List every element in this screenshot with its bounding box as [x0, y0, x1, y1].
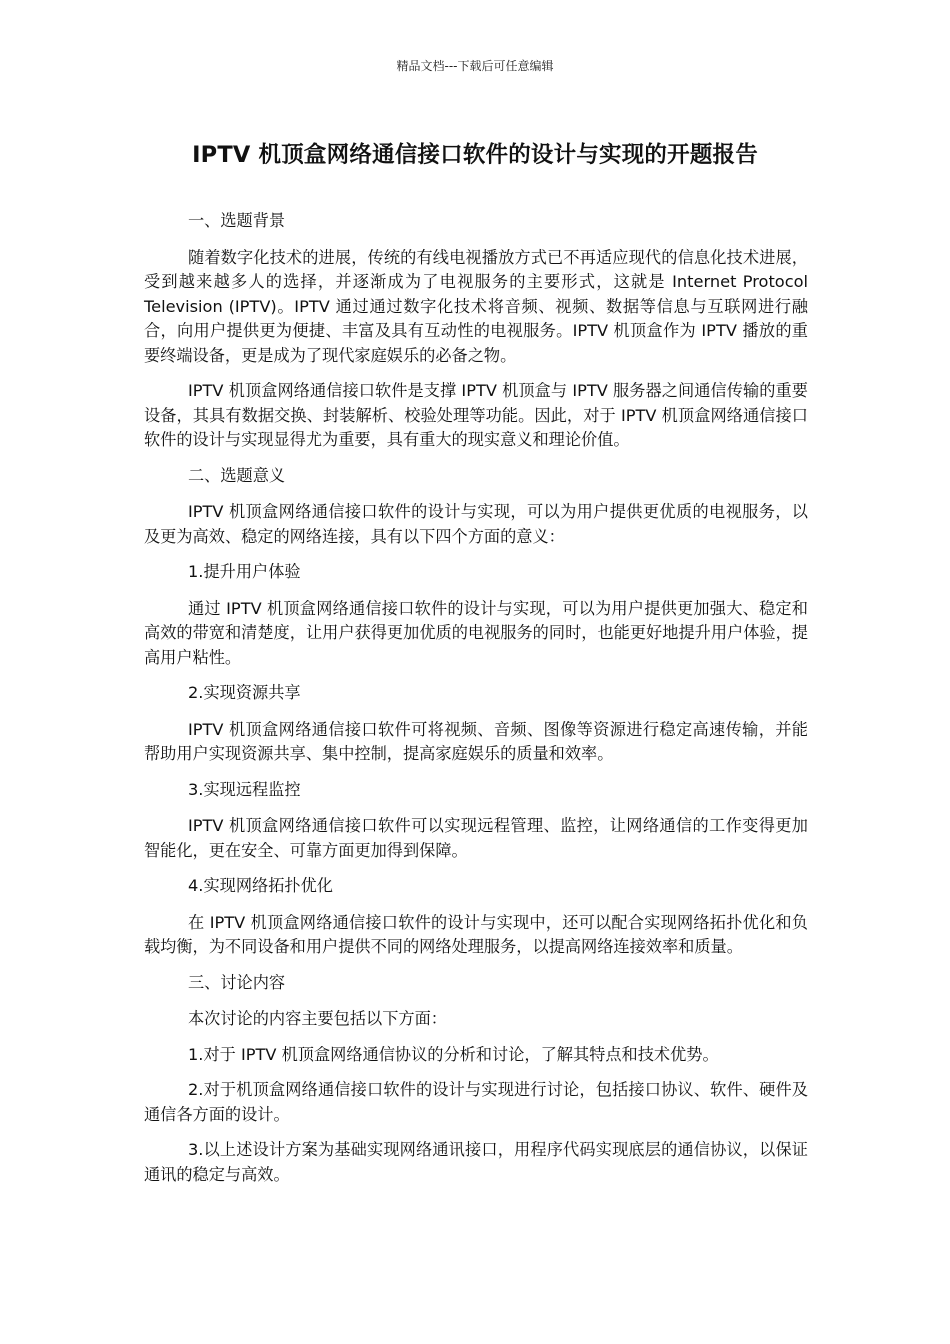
paragraph-discussion-intro: 本次讨论的内容主要包括以下方面： [188, 1009, 447, 1028]
paragraph-resource-sharing: IPTV 机顶盒网络通信接口软件可将视频、音频、图像等资源进行稳定高速传输，并能帮助用户实现资源共享、集中控制，提高家庭娱乐的质量和效率。 [144, 719, 808, 763]
paragraph-topology-optimization: 在 IPTV 机顶盒网络通信接口软件的设计与实现中，还可以配合实现网络拓扑优化和负载均衡，为不同设备和用户提供不同的网络处理服务，以提高网络连接效率和质量。 [144, 912, 808, 956]
list-item-discussion-3: 3.以上述设计方案为基础实现网络通讯接口，用程序代码实现底层的通信协议，以保证通讯的稳定与高效。 [144, 1140, 808, 1184]
paragraph-significance-intro: IPTV 机顶盒网络通信接口软件的设计与实现，可以为用户提供更优质的电视服务，以及更为高效、稳定的网络连接，具有以下四个方面的意义： [144, 502, 808, 546]
list-item-discussion-1: 1.对于 IPTV 机顶盒网络通信协议的分析和讨论，了解其特点和技术优势。 [188, 1044, 719, 1064]
subheading-remote-monitoring: 3.实现远程监控 [188, 779, 301, 799]
paragraph-background-1: 随着数字化技术的进展，传统的有线电视播放方式已不再适应现代的信息化技术进展，受到越来越多人的选择，并逐渐成为了电视服务的主要形式，这就是 Internet Protocol Television (IPTV)。IPTV 通过通过数字化技术将音频、视频、数据等信息与互联网进行融合，向用户提供更为便捷、丰富及具有互动性的电视服务。IPTV 机顶盒作为 IPTV 播放的重要终端设备，更是成为了现代家庭娱乐的必备之物。 [144, 247, 808, 365]
subheading-user-experience: 1.提升用户体验 [188, 562, 301, 581]
section-heading-significance: 二、选题意义 [188, 465, 286, 485]
section-heading-discussion: 三、讨论内容 [188, 972, 286, 992]
section-heading-background: 一、选题背景 [188, 211, 286, 230]
paragraph-user-experience: 通过 IPTV 机顶盒网络通信接口软件的设计与实现，可以为用户提供更加强大、稳定和高效的带宽和清楚度，让用户获得更加优质的电视服务的同时，也能更好地提升用户体验，提高用户粘性。 [144, 598, 808, 667]
subheading-topology-optimization: 4.实现网络拓扑优化 [188, 876, 333, 895]
document-body [144, 209, 808, 1198]
paragraph-background-2: IPTV 机顶盒网络通信接口软件是支撑 IPTV 机顶盒与 IPTV 服务器之间通信传输的重要设备，其具有数据交换、封装解析、校验处理等功能。因此，对于 IPTV 机顶盒网络通信接口软件的设计与实现显得尤为重要，具有重大的现实意义和理论价值。 [144, 381, 808, 449]
page-header-note: 精品文档---下载后可任意编辑 [396, 59, 554, 73]
list-item-discussion-2: 2.对于机顶盒网络通信接口软件的设计与实现进行讨论，包括接口协议、软件、硬件及通信各方面的设计。 [144, 1080, 808, 1124]
document-title: IPTV 机顶盒网络通信接口软件的设计与实现的开题报告 [192, 142, 758, 168]
subheading-resource-sharing: 2.实现资源共享 [188, 683, 301, 702]
paragraph-remote-monitoring: IPTV 机顶盒网络通信接口软件可以实现远程管理、监控，让网络通信的工作变得更加智能化，更在安全、可靠方面更加得到保障。 [144, 816, 808, 860]
